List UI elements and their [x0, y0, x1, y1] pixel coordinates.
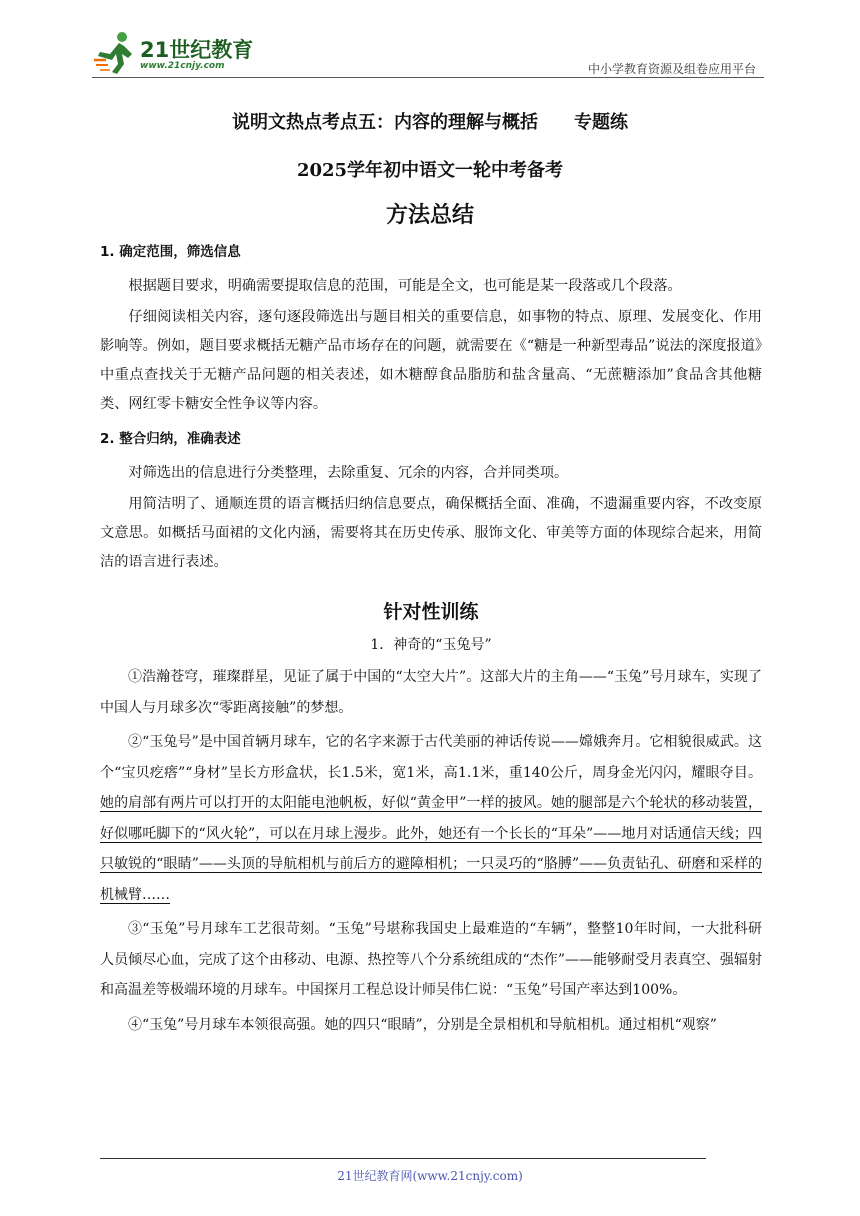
header-divider — [92, 77, 764, 78]
method-step-1-paragraph-2: 仔细阅读相关内容，逐句逐段筛选出与题目相关的重要信息，如事物的特点、原理、发展变化、作用影响等。例如，题目要求概括无糖产品市场存在的问题，就需要在《“糖是一种新型毒品”说法的深度报道》中重点查找关于无糖产品问题的相关表述，如木糖醇食品脂肪和盐含量高、“无蔗糖添加”食品含其他糖类、网红零卡糖安全性争议等内容。 — [100, 309, 762, 412]
logo-text: 21世纪教育 — [140, 38, 254, 62]
article-paragraph-3: ③“玉兔”号月球车工艺很苛刻。“玉兔”号堪称我国史上最难造的“车辆”，整整10年时间，一大批科研人员倾尽心血，完成了这个由移动、电源、热控等八个分系统组成的“杰作”——能够耐受月表真空、强辐射和高温差等极端环境的月球车。中国探月工程总设计师吴伟仁说：“玉兔”号国产率达到100%。 — [100, 921, 762, 998]
document-subtitle: 2025学年初中语文一轮中考备考 — [296, 160, 564, 181]
footer-divider — [100, 1158, 706, 1159]
running-figure-icon — [92, 30, 138, 76]
method-step-2-paragraph-2: 用简洁明了、通顺连贯的语言概括归纳信息要点，确保概括全面、准确，不遗漏重要内容，不改变原文意思。如概括马面裙的文化内涵，需要将其在历史传承、服饰文化、审美等方面的体现综合起来，用简洁的语言进行表述。 — [100, 496, 762, 570]
section-heading-method: 方法总结 — [385, 202, 474, 228]
method-step-1-heading: 1. 确定范围，筛选信息 — [100, 244, 241, 260]
logo-url: www.21cnjy.com — [140, 61, 225, 71]
article-title: 1．神奇的“玉兔号” — [370, 637, 492, 653]
paragraph-2-plain-text: ②“玉兔号”是中国首辆月球车，它的名字来源于古代美丽的神话传说——嫦娥奔月。它相貌很威武。这个“宝贝疙瘩”“身材”呈长方形盒状，长1.5米，宽1米，高1.1米，重140公斤，周身金光闪闪，耀眼夺目。 — [100, 734, 762, 781]
footer-link[interactable]: 21世纪教育网(www.21cnjy.com) — [337, 1169, 523, 1183]
page-header — [92, 30, 764, 78]
site-logo[interactable] — [92, 30, 262, 76]
paragraph-2-underlined-text: 她的肩部有两片可以打开的太阳能电池帆板，好似“黄金甲”一样的披风。她的腿部是六个轮状的移动装置，好似哪吒脚下的“风火轮”，可以在月球上漫步。此外，她还有一个长长的“耳朵”——地月对话通信天线；四只敏锐的“眼睛”——头顶的导航相机与前后方的避障相机；一只灵巧的“胳膊”——负责钻孔、研磨和采样的机械臂…… — [100, 795, 762, 903]
document-body — [100, 240, 762, 1044]
platform-name: 中小学教育资源及组卷应用平台 — [587, 62, 756, 76]
document-title: 说明文热点考点五：内容的理解与概括 专题练 — [232, 112, 628, 133]
method-step-1-paragraph-1: 根据题目要求，明确需要提取信息的范围，可能是全文，也可能是某一段落或几个段落。 — [128, 278, 682, 294]
article-paragraph-2 — [100, 727, 762, 910]
article-paragraph-4: ④“玉兔”号月球车本领很高强。她的四只“眼睛”，分别是全景相机和导航相机。通过相机“观察” — [128, 1016, 717, 1033]
article-paragraph-1: ①浩瀚苍穹，璀璨群星，见证了属于中国的“太空大片”。这部大片的主角——“玉兔”号月球车，实现了中国人与月球多次“零距离接触”的梦想。 — [100, 669, 762, 716]
method-step-2-heading: 2. 整合归纳，准确表述 — [100, 431, 241, 447]
section-heading-training: 针对性训练 — [383, 601, 479, 623]
method-step-2-paragraph-1: 对筛选出的信息进行分类整理，去除重复、冗余的内容，合并同类项。 — [128, 465, 569, 481]
